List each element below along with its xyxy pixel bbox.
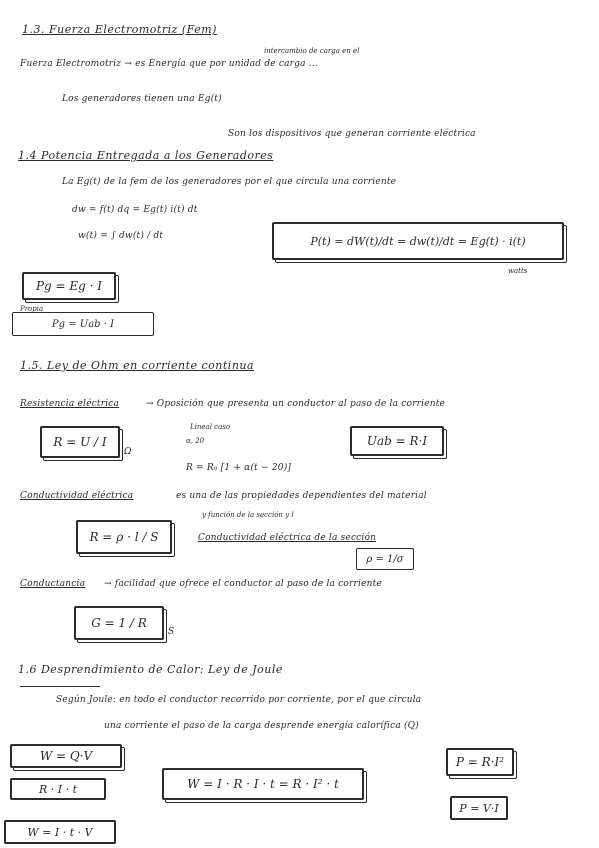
power-line-2: dw = f(t) dq = Eg(t) i(t) dt [72,205,198,215]
prop-label: Propia [20,305,44,313]
joule-line-1: Según Joule: en todo el conductor recorrido por corriente, por el que circula [56,695,422,705]
rit-formula-box: R · I · t [10,778,106,800]
res-note-1: Lineal caso [190,423,231,431]
conductance-label: Conductancia [20,579,86,589]
power-formula-box: P(t) = dW(t)/dt = dw(t)/dt = Eg(t) · i(t) [272,222,564,260]
section-1-4-title: 1.4 Potencia Entregada a los Generadores [18,149,274,162]
power-line-1: La Eg(t) de la fem de los generadores por el que circula una corriente [62,177,397,187]
work-formula-box: W = Q·V [10,744,122,768]
rho-formula-box: ρ = 1/σ [356,548,414,570]
section-1-6-underline [20,686,100,687]
devices-line: Son los dispositivos que generan corriente eléctrica [228,129,476,139]
conductivity-note-2: Conductividad eléctrica de la sección [198,533,377,543]
section-1-3-note: intercambio de carga en el [264,47,360,55]
watts-note: watts [508,267,528,275]
res-note-2: α, 20 [186,437,205,445]
ohm-unit: Ω [124,447,132,457]
conductance-definition: → facilidad que ofrece el conductor al paso de la corriente [104,579,382,589]
uab-formula-box: Uab = R·I [350,426,444,456]
conductivity-label: Conductividad eléctrica [20,491,134,501]
section-1-6-title: 1.6 Desprendimiento de Calor: Ley de Joule [18,663,283,676]
conductivity-note-1: y función de la sección y l [202,511,294,519]
section-1-5-title: 1.5. Ley de Ohm en corriente continua [20,359,255,372]
conductance-formula-box: G = 1 / R [74,606,164,640]
siemens-unit: S [168,627,175,637]
pg-formula-box: Pg = Eg · I [22,272,116,300]
pg-prop-box: Pg = Uab · I [12,312,154,336]
section-1-3-title: 1.3. Fuerza Electromotriz (Fem) [22,23,217,36]
work-itv-box: W = I · t · V [4,820,116,844]
resistance-definition: → Oposición que presenta un conductor al paso de la corriente [146,399,446,409]
res-temperature-formula: R = R₀ [1 + α(t − 20)] [186,463,292,473]
joule-line-2: una corriente el paso de la carga desprende energía calorífica (Q) [104,721,419,731]
resistance-formula-box: R = U / I [40,426,120,458]
generators-line: Los generadores tienen una Eg(t) [62,94,222,104]
conductivity-definition: es una de las propiedades dependientes del material [176,491,427,501]
resistivity-formula-box: R = ρ · l / S [76,520,172,554]
joule-formula-box: W = I · R · I · t = R · I² · t [162,768,364,800]
resistance-label: Resistencia eléctrica [20,399,120,409]
power-ri2-box: P = R·I² [446,748,514,776]
power-line-3: w(t) = ∫ dw(t) / dt [78,231,164,241]
fem-definition: Fuerza Electromotriz → es Energía que por unidad de carga ... [20,59,318,69]
power-vi-box: P = V·I [450,796,508,820]
